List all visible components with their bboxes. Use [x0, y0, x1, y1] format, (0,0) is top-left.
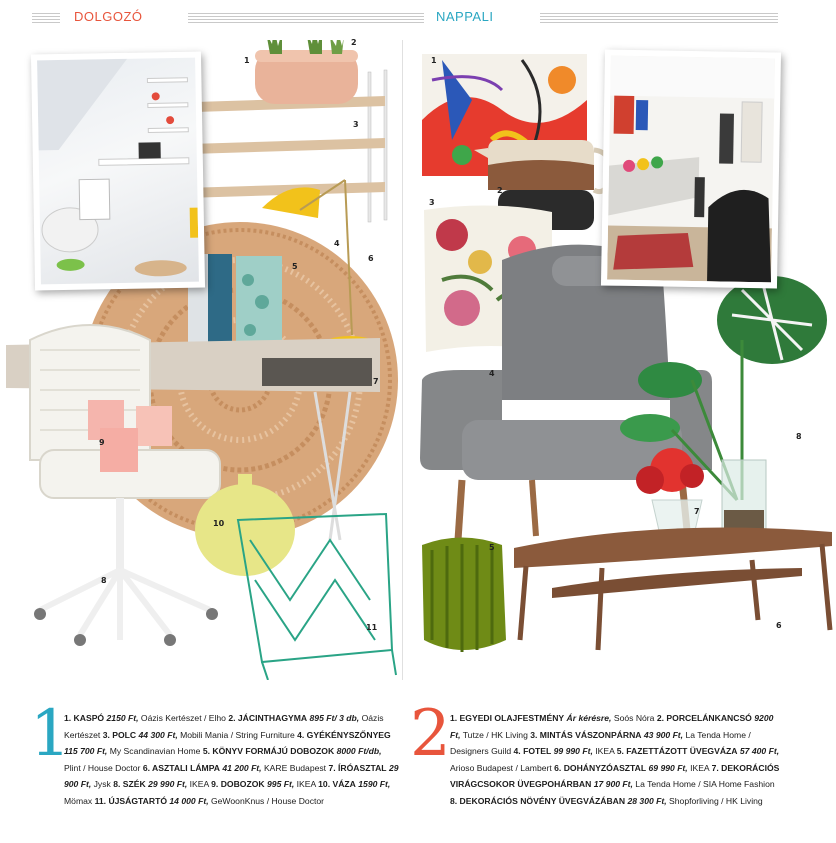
item-number: 2 — [497, 186, 503, 195]
item-number: 3 — [353, 120, 359, 129]
section-header-left — [32, 8, 404, 32]
caption-item: 8. SZÉK 29 990 Ft, IKEA — [113, 779, 209, 789]
caption-left — [64, 710, 400, 809]
item-number: 3 — [429, 198, 435, 207]
caption-item: 1. EGYEDI OLAJFESTMÉNY Ár kérésre, Soós Nóra — [450, 713, 655, 723]
coffee-table-illustration — [514, 528, 832, 650]
item-number: 2 — [351, 38, 357, 47]
caption-right — [450, 710, 780, 809]
caption-item: 3. MINTÁS VÁSZONPÁRNA 43 900 Ft, La Tenda Home / Designers Guild — [450, 729, 751, 756]
item-number: 1 — [244, 56, 250, 65]
living-room-illustration — [607, 56, 775, 283]
caption-item: 6. ASZTALI LÁMPA 41 200 Ft, KARE Budapest — [142, 762, 327, 773]
item-number: 9 — [99, 438, 105, 447]
header-rule — [32, 13, 60, 25]
item-number: 6 — [776, 621, 782, 630]
header-rule — [540, 13, 778, 25]
right-section-title: NAPPALI — [436, 9, 494, 24]
caption-number-left: 1 — [30, 697, 71, 771]
caption-item: 7. DEKORÁCIÓS VIRÁGCSOKOR ÜVEGPOHÁRBAN 17 900 Ft, La Tenda Home / SIA Home Fashion — [450, 762, 780, 789]
caption-item: 4. GYÉKÉNYSZŐNYEG 115 700 Ft, My Scandinavian Home — [64, 729, 391, 756]
caption-item: 1. KASPÓ 2150 Ft, Oázis Kertészet / Elho — [64, 713, 226, 723]
caption-item: 6. DOHÁNYZÓASZTAL 69 990 Ft, IKEA — [554, 762, 710, 773]
caption-item: 5. KÖNYV FORMÁJÚ DOBOZOK 8000 Ft/db, Plint / House Doctor — [64, 746, 382, 773]
item-number: 4 — [334, 239, 340, 248]
caption-item: 8. DEKORÁCIÓS NÖVÉNY ÜVEGVÁZÁBAN 28 300 Ft, Shopforliving / HK Living — [450, 795, 763, 806]
item-number: 5 — [489, 543, 495, 552]
item-number: 11 — [366, 623, 378, 632]
header-rule — [412, 13, 424, 25]
flower-pot-illustration — [255, 40, 358, 104]
left-section-title: DOLGOZÓ — [74, 9, 143, 24]
green-faceted-vase-illustration — [422, 538, 506, 653]
right-room-photo — [601, 49, 781, 288]
item-number: 8 — [796, 432, 802, 441]
caption-number-right: 2 — [410, 697, 451, 771]
caption-item: 4. FOTEL 99 990 Ft, IKEA — [513, 746, 615, 756]
caption-item: 9. DOBOZOK 995 Ft, IKEA — [211, 779, 316, 789]
attic-office-illustration — [37, 58, 199, 285]
section-header-right — [412, 8, 792, 32]
left-room-photo — [31, 52, 205, 291]
caption-item: 2. JÁCINTHAGYMA 895 Ft/ 3 db, Oázis Kertészet — [64, 713, 384, 740]
item-number: 4 — [489, 369, 495, 378]
item-number: 5 — [292, 262, 298, 271]
caption-item: 7. ÍRÓASZTAL 29 900 Ft, Jysk — [64, 762, 399, 789]
header-rule — [188, 13, 422, 25]
caption-item: 3. POLC 44 300 Ft, Mobili Mania / String Furniture — [102, 729, 295, 740]
item-number: 1 — [431, 56, 437, 65]
caption-item: 2. PORCELÁNKANCSÓ 9200 Ft, Tutze / HK Living — [450, 713, 774, 740]
item-number: 7 — [373, 377, 379, 386]
item-number: 10 — [213, 519, 225, 528]
item-number: 8 — [101, 576, 107, 585]
item-number: 6 — [368, 254, 374, 263]
caption-item: 10. VÁZA 1590 Ft, Mömax — [64, 779, 391, 806]
caption-item: 11. ÚJSÁGTARTÓ 14 000 Ft, GeWoonKnus / House Doctor — [94, 795, 325, 806]
item-number: 7 — [694, 507, 700, 516]
caption-item: 5. FAZETTÁZOTT ÜVEGVÁZA 57 400 Ft, Arioso Budapest / Lambert — [450, 746, 780, 773]
